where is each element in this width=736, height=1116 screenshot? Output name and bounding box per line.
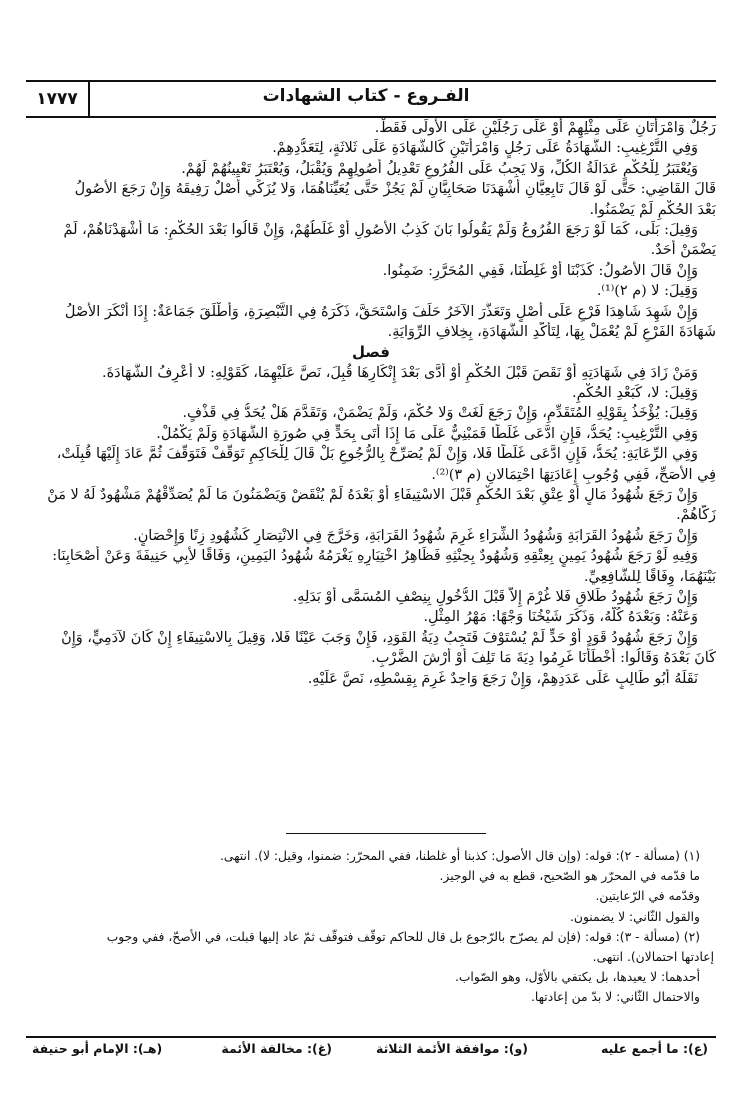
text-line: وَعَنْهُ: وَبَعْدَهُ كُلَّهُ، وَذَكَرَ شَيْخُنَا وَجْهًا: مَهْرُ المِثْلِ. — [423, 609, 698, 626]
text-line: وَمَنْ زَادَ فِي شَهَادَتِهِ أَوْ نَقَصَ قَبْلَ الحُكْمِ أَوْ أَدَّى بَعْدَ إِنْكَارِهَا قُبِلَ، نَصَّ عَلَيْهِمَا، كَقَوْلِهِ: لا أَعْرِفُ الشَّهَادَةَ. — [102, 364, 698, 381]
legend-agreed: (ع): ما أجمع عليه — [601, 1041, 708, 1056]
footnote-separator — [286, 833, 486, 834]
main-text — [26, 118, 716, 689]
text-line: قَالَ القَاضِي: حَتَّى لَوْ قَالَ تَابِعِيَّانِ أَشْهَدَنَا صَحَابِيَّانِ لَمْ يَجُزْ حَتَّى يُعَيِّنَاهُمَا، وَلا يُزَكِّي أَصْلٌ رَفِيقَهُ وَإِنْ رَجَعَ الأُصُولُ — [74, 181, 716, 198]
text-line: وَيُعْتَبَرُ لِلْحُكْمِ عَدَالَةُ الكُلِّ، وَلا يَجِبُ عَلَى الفُرُوعِ تَعْدِيلُ أُصُولِهِمْ وَيُقْبَلُ، وَيُعْتَبَرُ تَعْيِينُهُمْ لَهُمْ. — [181, 160, 698, 177]
text-line: وَفِي التَّرْغِيبِ: الشَّهَادَةُ عَلَى رَجُلٍ وَامْرَأَتَيْنِ كَالشَّهَادَةِ عَلَى ثَلاثَةٍ، لِتَعَدُّدِهِمْ. — [272, 140, 698, 157]
text-line: فِي الأَصَحِّ، فَفِي وُجُوبِ إِعَادَتِهَا احْتِمَالانِ (م ٣)⁽²⁾. — [431, 466, 716, 483]
footnote-line: (١) (مسألة - ٢): قوله: (وإن قال الأصول: كذبنا أو غلطنا، ففي المحرّر: ضمنوا، وقيل: لا). انتهى. — [219, 849, 700, 863]
text-line: نَقَلَهُ أَبُو طَالِبٍ عَلَى عَدَدِهِمْ، وَإِنْ رَجَعَ وَاحِدٌ غَرِمَ بِقِسْطِهِ، نَصَّ عَلَيْهِ. — [307, 670, 698, 687]
page-number: ١٧٧٧ — [26, 82, 90, 116]
text-line: وَقِيلَ: بَلَى، كَمَا لَوْ رَجَعَ الفُرُوعُ وَلَمْ يَقُولُوا بَانَ كَذِبُ الأُصُولِ أَوْ غَلَطُهُمْ، وَإِنْ قَالُوا بَعْدَ الحُكْمِ: مَا أَشْهَدْنَاهُمْ، لَمْ — [63, 221, 698, 238]
page-header — [26, 80, 716, 118]
footnote-line: أحدهما: لا يعيدها، بل يكتفي بالأوّل، وهو الصّواب. — [454, 970, 700, 985]
footnote-line: والقول الثّاني: لا يضمنون. — [570, 909, 700, 924]
footnote-line: والاحتمال الثّاني: لا بدّ من إعادتها. — [530, 990, 700, 1005]
text-line: يَضْمَنْ أَحَدٌ. — [650, 242, 716, 259]
text-line: وَقِيلَ: لا، كَبَعْدِ الحُكْمِ. — [572, 385, 698, 402]
footnote-line: وقدّمه في الرّعايتين. — [595, 889, 700, 904]
section-heading: فصل — [352, 343, 390, 362]
footnote-line: (٢) (مسألة - ٣): قوله: (فإن لم يصرّح بالرّجوع بل قال للحاكم توقّف فتوقّف ثمّ عاد إليها قبلت، في الأصحّ، ففي وجوب — [106, 929, 700, 944]
text-line: وَإِنْ رَجَعَ شُهُودُ القَرَابَةِ وَشُهُودُ الشِّرَاءِ غَرِمَ شُهُودُ القَرَابَةِ، وَخَرَّجَ فِي الانْتِصَارِ كَشُهُودِ زِنًا وَإِحْصَانٍ. — [133, 527, 698, 544]
text-line: وَفِيهِ لَوْ رَجَعَ شُهُودُ يَمِينٍ بِعِتْقِهِ وَشُهُودٌ بِحِنْثِهِ فَظَاهِرُ اخْتِيَارِهِ يَغْرَمُهُ شُهُودُ اليَمِينِ، وَفَاقًا لأَبِي حَنِيفَةَ وَعَنْ أَصْحَابِنَا: — [52, 548, 698, 565]
text-line: كَانَ بَعْدَهُ وَقَالُوا: أَخْطَأْنَا غَرِمُوا دِيَةَ مَا تَلِفَ أَوْ أَرْشَ الضَّرْبِ. — [371, 650, 716, 667]
text-line: وَإِنْ رَجَعَ شُهُودُ طَلاقٍ فَلا غُرْمَ إِلاَّ قَبْلَ الدُّخُولِ بِنِصْفِ المُسَمَّى أَوْ بَدَلِهِ. — [292, 588, 698, 605]
legend-separator — [26, 1036, 716, 1038]
footnote-line: ما قدّمه في المحرّر هو الصّحيح، قطع به في الوجيز. — [439, 869, 700, 884]
abbreviation-legend — [26, 1041, 716, 1061]
footnote-line: إعادتها احتمالان). انتهى. — [592, 949, 714, 964]
running-title: الفـروع - كتاب الشهادات — [262, 86, 470, 106]
text-line: بَيْنَهُمَا، وِفَاقًا لِلشَّافِعِيِّ. — [583, 568, 716, 585]
legend-three-imams: (و): موافقة الأئمة الثلاثة — [376, 1041, 528, 1056]
text-line: وَفِي التَّرْغِيبِ: يُحَدُّ، فَإِنِ ادَّعَى غَلَطًا فَمَبْنِيٌّ عَلَى مَا إِذَا أَتَى بِحَدٍّ فِي صُورَةِ الشَّهَادَةِ وَلَمْ يَكْمُلْ. — [156, 425, 698, 442]
text-line: وَإِنْ قَالَ الأُصُولُ: كَذَبْنَا أَوْ غَلِطْنَا، فَفِي المُحَرَّرِ: ضَمِنُوا. — [382, 262, 698, 279]
legend-abu-hanifa: (هـ): الإمام أبو حنيفة — [32, 1041, 163, 1056]
text-line: بَعْدَ الحُكْمِ لَمْ يَضْمَنُوا. — [589, 201, 716, 218]
text-line: وَإِنْ رَجَعَ شُهُودُ مَالٍ أَوْ عِتْقٍ بَعْدَ الحُكْمِ قَبْلَ الاسْتِيفَاءِ أَوْ بَعْدَهُ لَمْ يُنْقَضْ وَيَضْمَنُونَ مَا لَمْ يُصَدِّقْهُمْ مَشْهُودٌ لَهُ لا مَنْ — [47, 487, 698, 504]
text-line: زَكَّاهُمْ. — [676, 507, 716, 524]
text-line: شَهَادَةَ الفَرْعِ لَمْ يُعْمَلْ بِهَا، لِتَأَكُّدِ الشَّهَادَةِ، بِخِلافِ الرِّوَايَةِ. — [387, 323, 716, 340]
text-line: وَقِيلَ: يُؤْخَذُ بِقَوْلِهِ المُتَقَدِّمِ، وَإِنْ رَجَعَ لَغَتْ وَلا حُكْمَ، وَلَمْ يَضْمَنْ، وَتَقَدَّمَ هَلْ يُحَدُّ فِي قَذْفٍ. — [182, 405, 698, 422]
text-line: وَإِنْ شَهِدَ شَاهِدَا فَرْعٍ عَلَى أَصْلٍ وَتَعَذَّرَ الآخَرُ حَلَفَ وَاسْتَحَقَّ، ذَكَرَهُ فِي التَّبْصِرَةِ، وَأَطْلَقَ جَمَاعَةٌ: إِذَا أَنْكَرَ الأَصْلُ — [64, 303, 698, 320]
legend-contrary: (غ): مخالفة الأئمة — [221, 1041, 332, 1056]
text-line: رَجُلٌ وَامْرَأَتَانِ عَلَى مِثْلِهِمْ أَوْ عَلَى رَجُلَيْنِ عَلَى الأُولَى فَقَطْ. — [374, 120, 716, 136]
text-line: وَقِيلَ: لا (م ٢)⁽¹⁾. — [596, 283, 698, 300]
text-line: وَفِي الرِّعَايَةِ: يُحَدُّ، فَإِنِ ادَّعَى غَلَطًا فَلا، وَإِنْ لَمْ يُصَرِّحْ بِالرُّجُوعِ بَلْ قَالَ لِلْحَاكِمِ تَوَقَّفْ فَتَوَقَّفَ ثُمَّ عَادَ إِلَيْهَا قُبِلَتْ، — [56, 446, 698, 463]
text-line: وَإِنْ رَجَعَ شُهُودُ قَوَدٍ أَوْ حَدٍّ لَمْ يُسْتَوْفَ فَتَجِبُ دِيَةُ القَوَدِ، فَإِنْ وَجَبَ عَيْنًا فَلا، وَقِيلَ بِالاسْتِيفَاءِ إِنْ كَانَ لآدَمِيٍّ، وَإِنْ — [61, 629, 698, 646]
footnotes — [28, 846, 714, 1008]
